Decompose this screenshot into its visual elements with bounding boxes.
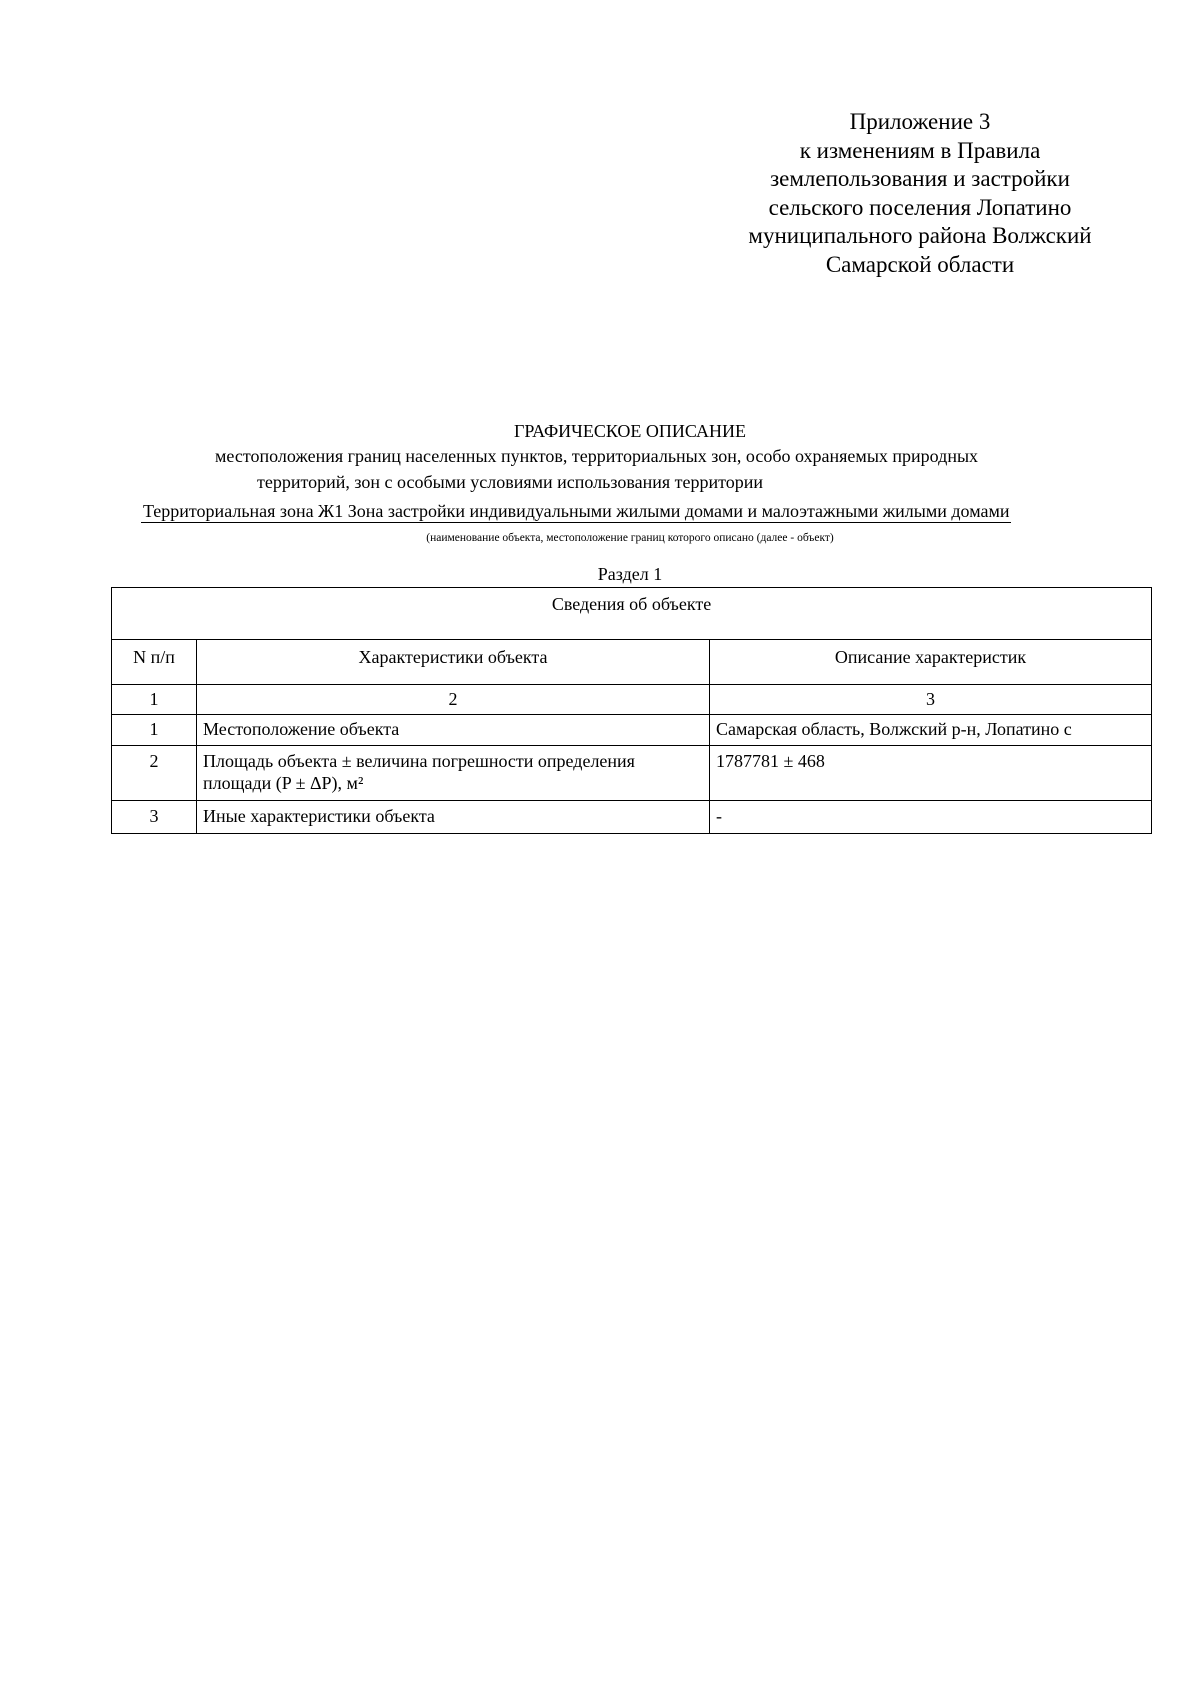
appendix-line: землепользования и застройки xyxy=(770,166,1070,191)
index-cell: 2 xyxy=(197,685,710,715)
appendix-header xyxy=(700,108,1140,279)
table-row xyxy=(112,801,1152,834)
zone-name: Территориальная зона Ж1 Зона застройки индивидуальными жилыми домами и малоэтажными жилыми домами xyxy=(143,501,1010,521)
row-characteristic: Местоположение объекта xyxy=(197,715,710,746)
appendix-line: Самарской области xyxy=(825,251,1015,277)
row-num: 3 xyxy=(112,801,197,834)
row-description: Самарская область, Волжский р-н, Лопатино с xyxy=(710,715,1152,746)
appendix-line: сельского поселения Лопатино xyxy=(768,194,1072,220)
table-index-row xyxy=(112,685,1152,715)
appendix-line: муниципального района Волжский xyxy=(748,223,1092,248)
row-characteristic: Площадь объекта ± величина погрешности определения площади (P ± ΔP), м² xyxy=(197,746,710,801)
document-title: ГРАФИЧЕСКОЕ ОПИСАНИЕ xyxy=(513,421,747,441)
object-info-table xyxy=(111,587,1152,834)
row-description: 1787781 ± 468 xyxy=(710,746,1152,801)
appendix-line: Приложение 3 xyxy=(849,109,991,134)
index-cell: 3 xyxy=(710,685,1152,715)
table-header-row xyxy=(112,640,1152,685)
row-num: 2 xyxy=(112,746,197,801)
section-label: Раздел 1 xyxy=(597,564,663,584)
appendix-line: к изменениям в Правила xyxy=(799,137,1041,163)
header-description: Описание характеристик xyxy=(710,640,1152,685)
index-cell: 1 xyxy=(112,685,197,715)
table-title-row xyxy=(112,588,1152,640)
document-subtitle-line1: местоположения границ населенных пунктов, территориальных зон, особо охраняемых природных xyxy=(215,446,979,466)
header-num: N п/п xyxy=(112,640,197,685)
document-subtitle-line2: территорий, зон с особыми условиями использования территории xyxy=(257,472,764,492)
table-row xyxy=(112,746,1152,801)
row-num: 1 xyxy=(112,715,197,746)
row-characteristic: Иные характеристики объекта xyxy=(197,801,710,834)
table-title: Сведения об объекте xyxy=(112,588,1152,640)
table-row xyxy=(112,715,1152,746)
row-description: - xyxy=(710,801,1152,834)
header-characteristic: Характеристики объекта xyxy=(197,640,710,685)
zone-caption: (наименование объекта, местоположение границ которого описано (далее - объект) xyxy=(426,532,834,544)
